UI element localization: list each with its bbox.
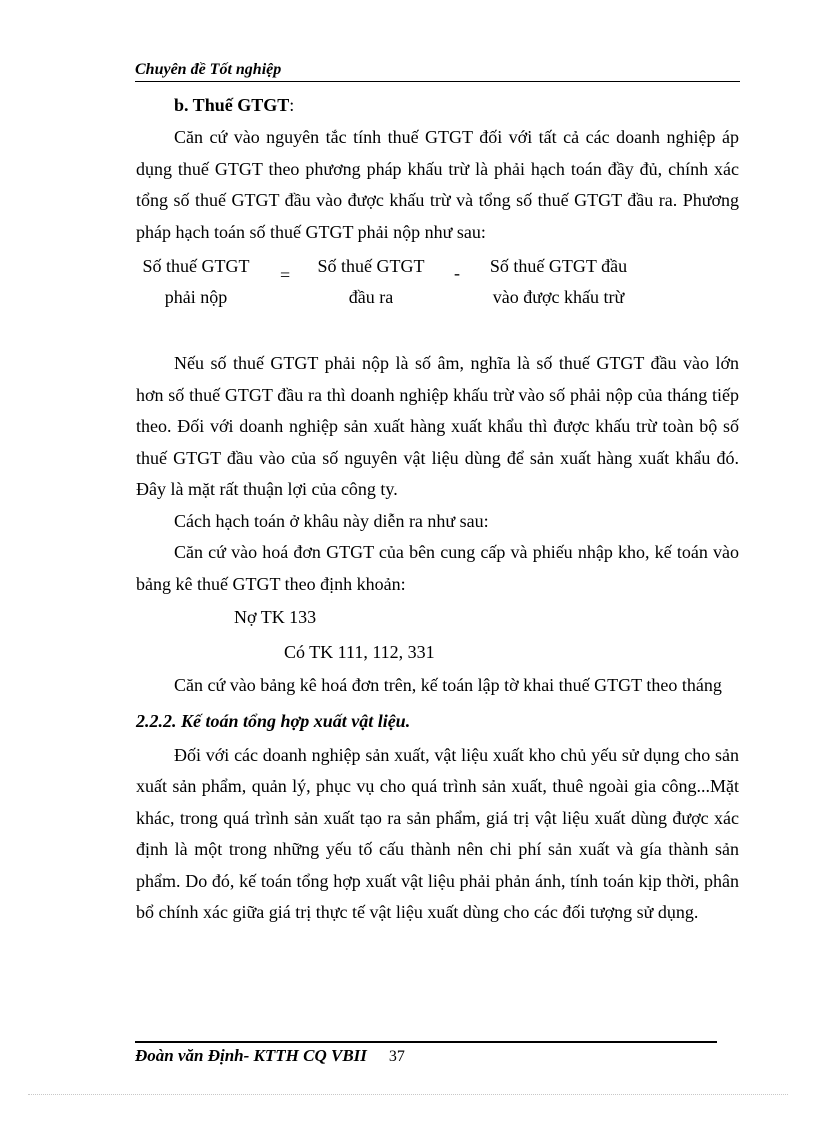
paragraph-3: Cách hạch toán ở khâu này diễn ra như sau: — [174, 510, 489, 531]
document-body — [136, 88, 739, 929]
page-number: 37 — [388, 1048, 405, 1065]
section-222-title: 2.2.2. Kế toán tổng hợp xuất vật liệu. — [136, 710, 411, 731]
footer-divider — [135, 1041, 717, 1043]
formula-equals: = — [280, 265, 291, 285]
section-b-colon: : — [289, 95, 295, 115]
formula-right-line2: vào được khấu trừ — [492, 287, 625, 307]
formula-minus: - — [454, 263, 460, 283]
formula-right-line1: Số thuế GTGT đầu — [489, 256, 628, 276]
paragraph-6: Đối với các doanh nghiệp sản xuất, vật liệu xuất kho chủ yếu sử dụng cho sản xuất sản phẩm, quản lý, phục vụ cho quá trình sản xuất, thuê ngoài gia công...Mặt khác, trong quá trình sản xuất tạo ra sản phẩm, giá trị vật liệu xuất dùng được xác định là một trong những yếu tố cấu thành nên chi phí sản xuất và gía thành sản phẩm. Do đó, kế toán tổng hợp xuất vật liệu phải phản ánh, tính toán kịp thời, phân bổ chính xác giữa giá trị thực tế vật liệu xuất dùng cho các đối tượng sử dụng. — [136, 744, 739, 922]
paragraph-2: Nếu số thuế GTGT phải nộp là số âm, nghĩa là số thuế GTGT đầu vào lớn hơn số thuế GTGT đầu ra thì doanh nghiệp khấu trừ vào số phải nộp của tháng tiếp theo. Đối với doanh nghiệp sản xuất hàng xuất khẩu thì được khấu trừ toàn bộ số thuế GTGT đầu vào của số nguyên vật liệu dùng để sản xuất hàng xuất khẩu đó. Đây là mặt rất thuận lợi của công ty. — [136, 353, 739, 499]
section-b-heading — [136, 88, 739, 122]
page-bottom-border — [28, 1094, 788, 1095]
paragraph-4: Căn cứ vào hoá đơn GTGT của bên cung cấp và phiếu nhập kho, kế toán vào bảng kê thuế GTGT theo định khoản: — [136, 542, 739, 594]
paragraph-1: Căn cứ vào nguyên tắc tính thuế GTGT đối với tất cả các doanh nghiệp áp dụng thuế GTGT theo phương pháp khấu trừ là phải hạch toán đầy đủ, chính xác tổng số thuế GTGT đầu vào được khấu trừ và tổng số thuế GTGT đầu ra. Phương pháp hạch toán số thuế GTGT phải nộp như sau: — [136, 127, 739, 242]
formula-middle-line2: đầu ra — [348, 287, 394, 307]
journal-credit: Có TK 111, 112, 331 — [284, 642, 435, 662]
page-footer — [135, 1045, 405, 1067]
header-title: Chuyên đề Tốt nghiệp — [135, 61, 282, 78]
page-header — [135, 58, 740, 82]
paragraph-5: Căn cứ vào bảng kê hoá đơn trên, kế toán lập tờ khai thuế GTGT theo tháng — [174, 675, 722, 695]
section-b-label: b. Thuế GTGT — [174, 95, 290, 115]
vat-formula — [136, 250, 739, 312]
journal-debit: Nợ TK 133 — [234, 607, 317, 627]
formula-left-line1: Số thuế GTGT — [142, 256, 250, 276]
footer-author: Đoàn văn Định- KTTH CQ VBII — [135, 1046, 367, 1065]
formula-middle-line1: Số thuế GTGT — [317, 256, 425, 276]
formula-left-line2: phải nộp — [164, 287, 228, 307]
